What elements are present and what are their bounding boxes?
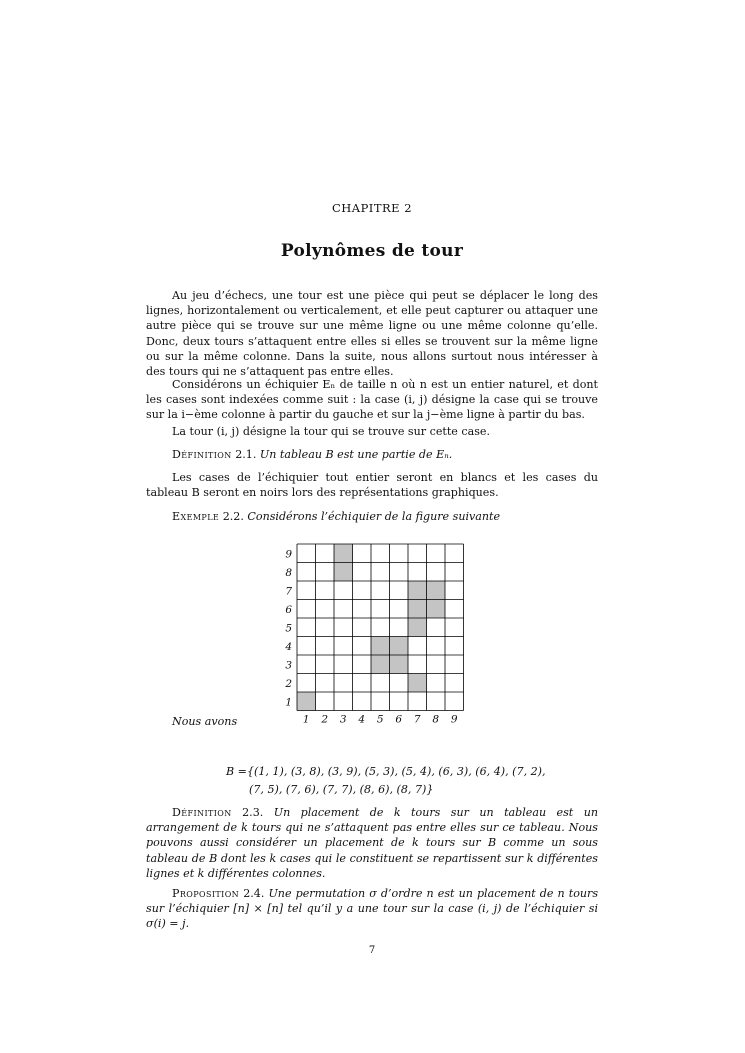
shaded-cell-3-9: [334, 544, 353, 563]
proposition-text: Une permutation σ d’ordre n est un placement de n tours sur l’échiquier [n] × [n] tel qu’il y a une tour sur la case (i, j) de l’échiquier si σ(i) = j.: [146, 887, 599, 931]
page-number: 7: [368, 945, 376, 956]
chessboard-svg: [279, 540, 479, 726]
shaded-cell-7-2: [408, 674, 427, 693]
colors-paragraph: Les cases de l’échiquier tout entier seront en blancs et les cases du tableau B seront en noirs lors des représentations graphiques.: [146, 471, 598, 500]
shaded-cell-5-4: [371, 637, 390, 656]
row-label: 4: [285, 640, 292, 653]
example-2-2: [146, 509, 598, 524]
intro-paragraph: Au jeu d’échecs, une tour est une pièce qui peut se déplacer le long des lignes, horizontalement ou verticalement, et elle peut capturer ou attaquer une autre pièce qui se trouve sur une même ligne ou une même colonne qu’elle. Donc, deux tours s’attaquent entre elles si elles se trouvent sur la même ligne ou sur la même colonne. Dans la suite, nous allons surtout nous intéresser à des tours qui ne s’attaquent pas entre elles.: [146, 289, 598, 379]
row-label: 5: [285, 622, 292, 635]
definition-2-1: [146, 447, 598, 462]
row-label: 3: [285, 659, 292, 672]
example-number: 2.2.: [222, 510, 244, 523]
definition-label: Définition: [172, 448, 232, 461]
shaded-cell-7-5: [408, 618, 427, 637]
definition-2-3: [146, 805, 598, 881]
proposition-2-4: [146, 886, 598, 932]
row-label: 1: [285, 696, 292, 709]
row-label: 2: [285, 677, 292, 690]
shaded-cell-8-7: [427, 581, 446, 600]
chapter-label: CHAPITRE 2: [331, 201, 413, 215]
col-label: 7: [413, 713, 421, 726]
shaded-cell-8-6: [427, 600, 446, 619]
col-label: 6: [395, 713, 403, 726]
equation-line-1: B ={(1, 1), (3, 8), (3, 9), (5, 3), (5, 4), (6, 3), (6, 4), (7, 2),: [226, 765, 546, 778]
row-label: 7: [285, 585, 292, 598]
shaded-cell-3-8: [334, 563, 353, 582]
col-label: 2: [321, 713, 329, 726]
definition-number: 2.3.: [242, 806, 264, 819]
nous-avons: Nous avons: [172, 715, 238, 728]
equation-line-2: (7, 5), (7, 6), (7, 7), (8, 6), (8, 7)}: [249, 783, 434, 796]
shaded-cell-1-1: [297, 692, 316, 711]
shaded-cell-5-3: [371, 655, 390, 674]
definition-text: Un placement de k tours sur un tableau est un arrangement de k tours qui ne s’attaquent pas entre elles sur ce tableau. Nous pouvons aussi considérer un placement de k tours sur B comme un sous tableau de B dont les k cases qui le constituent se repartissent sur k différentes lignes et k différentes colonnes.: [146, 806, 598, 880]
example-label: Exemple: [172, 510, 220, 523]
proposition-label: Proposition: [172, 887, 240, 900]
col-label: 4: [358, 713, 366, 726]
board-paragraph: Considérons un échiquier Eₙ de taille n où n est un entier naturel, et dont les cases sont indexées comme suit : la case (i, j) désigne la case qui se trouve sur la i−ème colonne à partir du gauche et sur la j−ème ligne à partir du bas.: [146, 378, 598, 422]
shaded-cell-7-6: [408, 600, 427, 619]
shaded-cell-6-3: [390, 655, 409, 674]
definition-number: 2.1.: [235, 448, 257, 461]
proposition-number: 2.4.: [243, 887, 265, 900]
row-label: 9: [285, 548, 292, 561]
col-label: 5: [376, 713, 384, 726]
definition-text: Un tableau B est une partie de Eₙ.: [259, 448, 453, 461]
example-text: Considérons l’échiquier de la figure suivante: [247, 510, 501, 523]
row-label: 8: [285, 566, 292, 579]
chessboard-figure: [279, 540, 479, 726]
col-label: 3: [339, 713, 347, 726]
shaded-cell-7-7: [408, 581, 427, 600]
definition-label: Définition: [172, 806, 232, 819]
col-label: 8: [432, 713, 440, 726]
tour-paragraph: La tour (i, j) désigne la tour qui se trouve sur cette case.: [172, 425, 491, 438]
shaded-cell-6-4: [390, 637, 409, 656]
row-label: 6: [285, 603, 292, 616]
chapter-title: Polynômes de tour: [280, 241, 464, 261]
col-label: 1: [302, 713, 310, 726]
col-label: 9: [450, 713, 458, 726]
